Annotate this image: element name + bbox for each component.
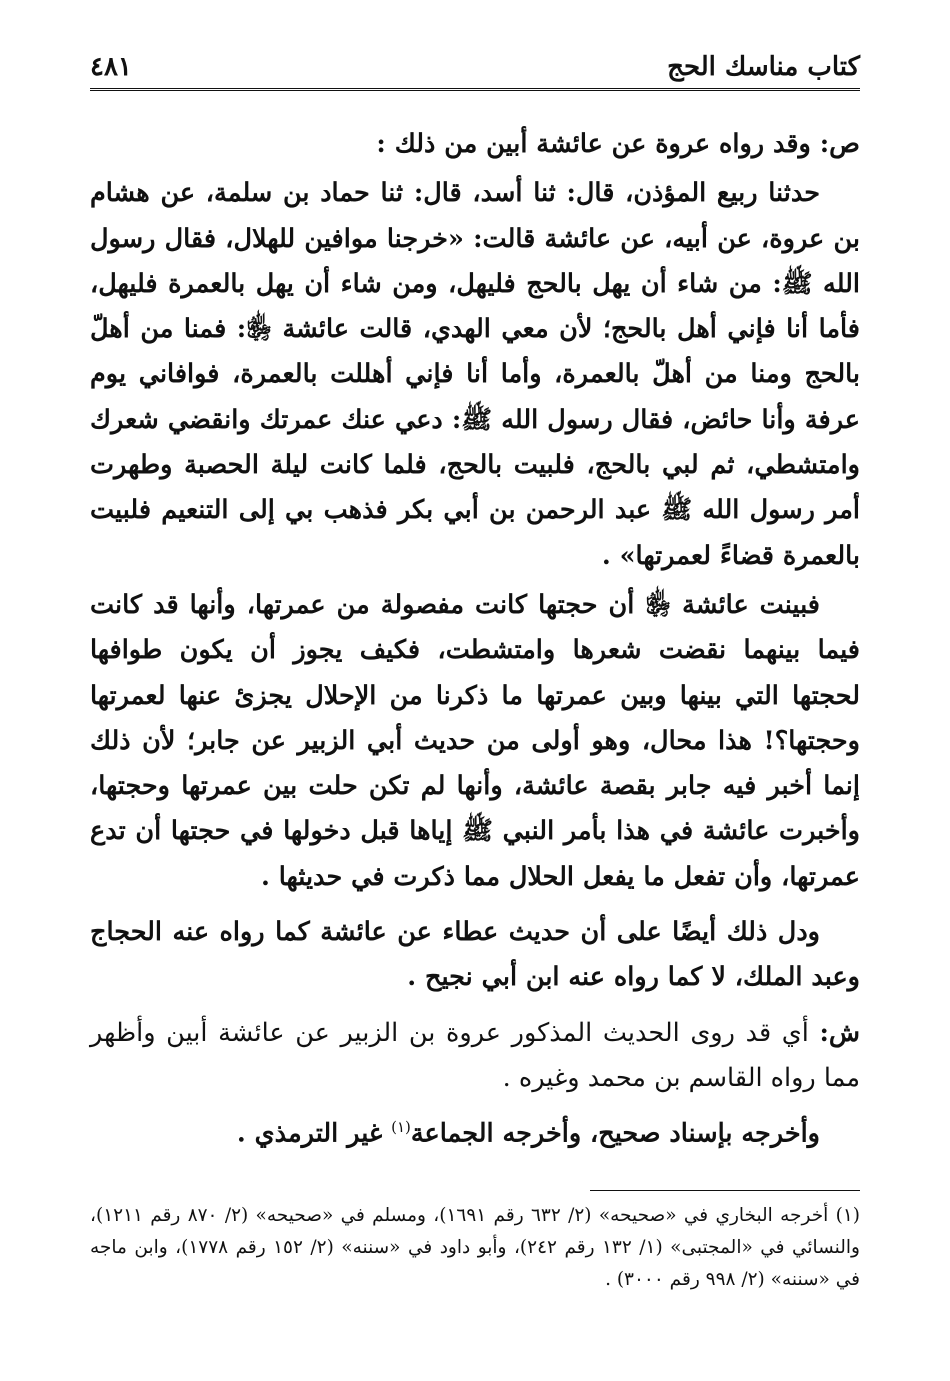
footnote-divider xyxy=(590,1190,860,1191)
hadith-paragraph: حدثنا ربيع المؤذن، قال: ثنا أسد، قال: ثنا حماد بن سلمة، عن هشام بن عروة، عن أبيه، عن عائشة قالت: «خرجنا موافين للهلال، فقال رسول الله ﷺ: من شاء أن يهل بالحج فليهل، ومن شاء أن يهل بالعمرة فليهل، فأما أنا فإني أهل بالحج؛ لأن معي الهدي، قالت عائشة ﵂: فمنا من أهلّ بالحج ومنا من أهلّ بالعمرة، وأما أنا فإني أهللت بالعمرة، فوافاني يوم عرفة وأنا حائض، فقال رسول الله ﷺ: دعي عنك عمرتك وانقضي شعرك وامتشطي، ثم لبي بالحج، فلبيت بالحج، فلما كانت ليلة الحصبة وطهرت أمر رسول الله ﷺ عبد الرحمن بن أبي بكر فذهب بي إلى التنعيم فلبيت بالعمرة قضاءً لعمرتها» . xyxy=(90,178,860,571)
page-number: ٤٨١ xyxy=(90,52,132,82)
paragraph-text: وقد رواه عروة عن عائشة أبين من ذلك : xyxy=(376,129,820,159)
explanation-paragraph: فبينت عائشة ﵂ أن حجتها كانت مفصولة من عمرتها، وأنها قد كانت فيما بينهما نقضت شعرها وامتشطت، فكيف يجوز أن يكون طوافها لحجتها التي بينها وبين عمرتها ما ذكرنا من الإحلال يجزئ عنها لعمرتها وحجتها؟! هذا محال، وهو أولى من حديث أبي الزبير عن جابر؛ لأن ذلك إنما أخبر فيه جابر بقصة عائشة، وأنها لم تكن حلت بين عمرتها وحجتها، وأخبرت عائشة في هذا بأمر النبي ﷺ إياها قبل دخولها في حجتها أن تدع عمرتها، وأن تفعل ما يفعل الحلال مما ذكرت في حديثها . xyxy=(90,589,860,892)
footnote-reference[interactable]: (١) xyxy=(391,1118,411,1137)
main-text xyxy=(90,122,860,1157)
commentary-text: أي قد روى الحديث المذكور عروة بن الزبير عن عائشة أبين وأظهر مما رواه القاسم بن محمد وغيره . xyxy=(90,1017,860,1093)
text-paragraph: ودل ذلك أيضًا على أن حديث عطاء عن عائشة كما رواه عنه الحجاج وعبد الملك، لا كما رواه عنه ابن أبي نجيح . xyxy=(90,917,860,993)
book-title: كتاب مناسك الحج xyxy=(667,52,860,82)
text-marker: ص: xyxy=(819,129,860,159)
takhrij-text-before: وأخرجه بإسناد صحيح، وأخرجه الجماعة xyxy=(410,1118,820,1149)
takhrij-text-after: غير الترمذي . xyxy=(236,1118,392,1149)
running-header xyxy=(90,48,860,91)
takhrij-paragraph xyxy=(90,1105,860,1157)
commentary-paragraph xyxy=(90,1011,860,1102)
commentary-marker: ش: xyxy=(819,1017,860,1048)
footnote-1: (١) أخرجه البخاري في «صحيحه» (٢/ ٦٣٢ رقم ١٦٩١)، ومسلم في «صحيحه» (٢/ ٨٧٠ رقم ١٢١١)، والنسائي في «المجتبى» (١/ ١٣٢ رقم ٢٤٢)، وأبو داود في «سننه» (٢/ ١٥٢ رقم ١٧٧٨)، وابن ماجه في «سننه» (٢/ ٩٩٨ رقم ٣٠٠٠) . xyxy=(90,1205,860,1290)
paragraph-text-heading xyxy=(90,122,860,167)
footnotes xyxy=(90,1200,860,1296)
